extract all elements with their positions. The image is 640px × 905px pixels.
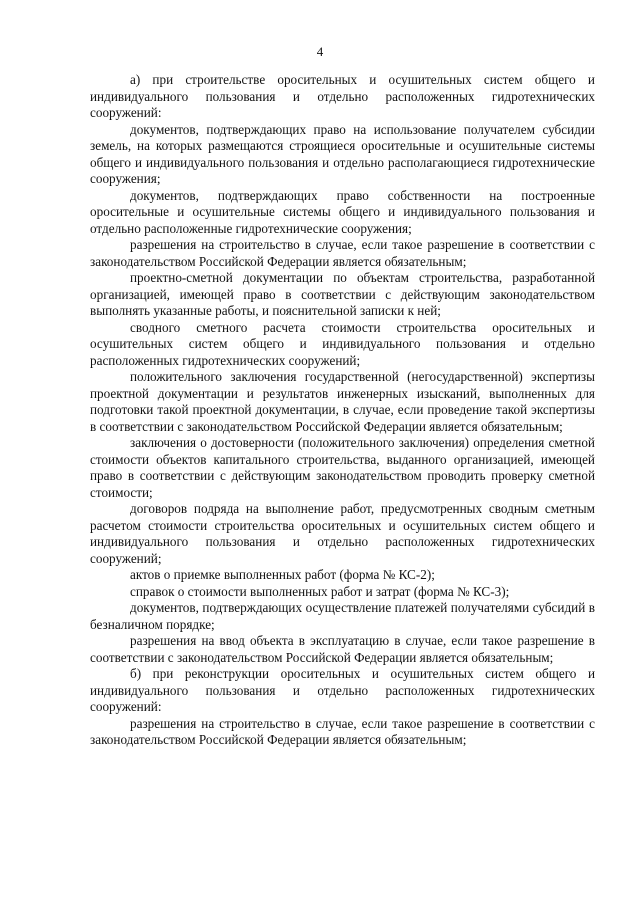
list-item-design-documentation: проектно-сметной документации по объектам строительства, разработанной организацией, имеющей право в соответствии с действующим законодательством выполнять указанные работы, и пояснительной записки к ней; bbox=[90, 270, 595, 318]
subsection-a-heading: а) при строительстве оросительных и осушительных систем общего и индивидуального пользования и отдельно расположенных гидротехнических сооружений: bbox=[90, 72, 595, 120]
list-item-summary-estimate: сводного сметного расчета стоимости строительства оросительных и осушительных систем общего и индивидуального пользования и отдельно расположенных гидротехнических сооружений; bbox=[90, 319, 595, 368]
list-item-cost-verification: заключения о достоверности (положительного заключения) определения сметной стоимости объектов капитального строительства, выданного организацией, имеющей право в соответствии с действующим законодательством проводить проверку сметной стоимости; bbox=[90, 435, 595, 500]
list-item-expert-review: положительного заключения государственной (негосударственной) экспертизы проектной документации и результатов инженерных изысканий, выполненных для подготовки такой проектной документации, в случае, если проведение такой экспертизы в соответствии с законодательством Российской Федерации является обязательным; bbox=[90, 369, 595, 434]
subsection-b-heading: б) при реконструкции оросительных и осушительных систем общего и индивидуального пользования и отдельно расположенных гидротехнических сооружений: bbox=[90, 666, 595, 714]
list-item-contracts: договоров подряда на выполнение работ, предусмотренных сводным сметным расчетом стоимости строительства оросительных и осушительных систем общего и индивидуального пользования и отдельно расположенных гидротехнических сооружений; bbox=[90, 501, 595, 566]
page-number: 4 bbox=[316, 44, 324, 59]
list-item-land-rights: документов, подтверждающих право на использование получателем субсидии земель, на которых размещаются строящиеся оросительные и осушительные системы общего и индивидуального пользования и отдельно располагающиеся гидротехнические сооружения; bbox=[90, 121, 595, 186]
list-item-commissioning-permit: разрешения на ввод объекта в эксплуатацию в случае, если такое разрешение в соответствии с законодательством Российской Федерации является обязательным; bbox=[90, 633, 595, 665]
list-item-ks2-acts: актов о приемке выполненных работ (форма № КС-2); bbox=[130, 567, 435, 582]
document-body bbox=[90, 72, 595, 749]
list-item-ks3-certificates: справок о стоимости выполненных работ и затрат (форма № КС-3); bbox=[130, 583, 510, 599]
list-item-reconstruction-permit: разрешения на строительство в случае, если такое разрешение в соответствии с законодательством Российской Федерации является обязательным; bbox=[90, 715, 595, 747]
list-item-ownership-rights: документов, подтверждающих право собственности на построенные оросительные и осушительные системы общего и индивидуального пользования и отдельно расположенные гидротехнические сооружения; bbox=[90, 187, 595, 236]
list-item-payment-documents: документов, подтверждающих осуществление платежей получателями субсидий в безналичном порядке; bbox=[90, 600, 595, 632]
list-item-construction-permit: разрешения на строительство в случае, если такое разрешение в соответствии с законодательством Российской Федерации является обязательным; bbox=[90, 237, 595, 269]
